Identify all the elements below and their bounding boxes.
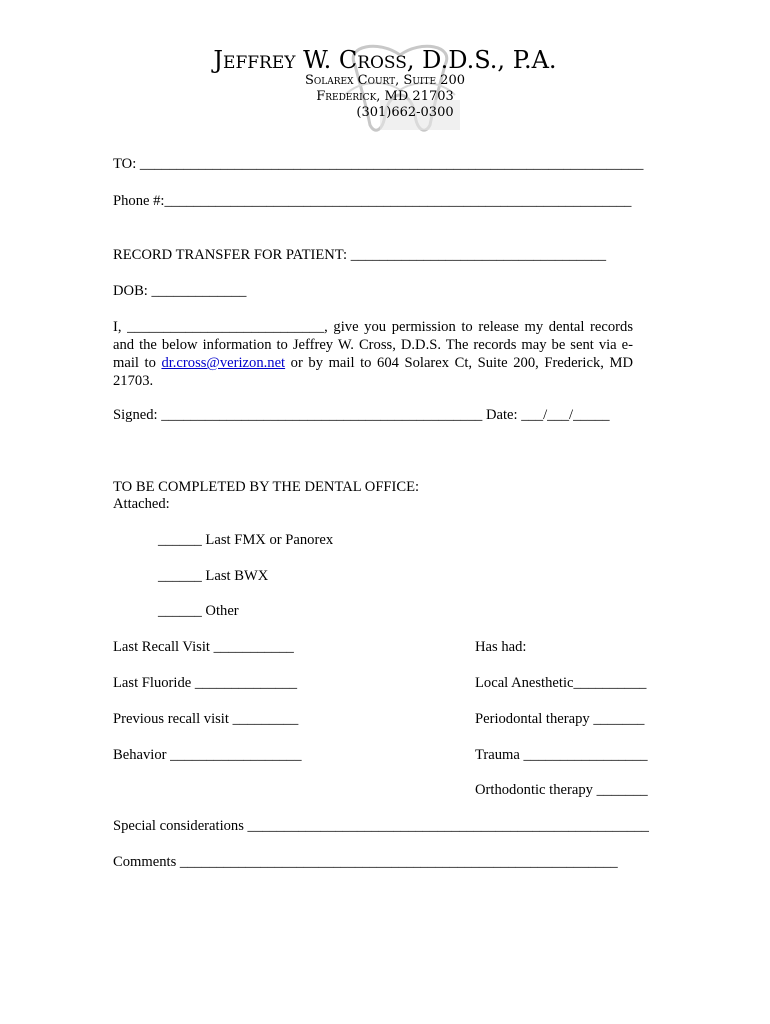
address-line-1: Solarex Court, Suite 200 [304, 73, 465, 88]
to-field[interactable]: TO: _____________________________________________________________________ [113, 156, 644, 172]
attached-label: Attached: [113, 496, 170, 512]
last-fluoride-field[interactable]: Last Fluoride ______________ [113, 675, 298, 691]
address-line-2: Frederick, MD 21703 [316, 89, 454, 104]
signed-date-field[interactable]: Signed: ____________________________________________ Date: ___/___/_____ [113, 407, 610, 423]
has-had-label: Has had: [475, 639, 527, 655]
trauma-field[interactable]: Trauma _________________ [475, 747, 648, 763]
local-anesthetic-field[interactable]: Local Anesthetic__________ [475, 675, 647, 691]
email-link[interactable]: dr.cross@verizon.net [161, 355, 286, 371]
phone-number: (301)662-0300 [356, 105, 454, 120]
comments-field[interactable]: Comments ____________________________________________________________ [113, 854, 618, 870]
periodontal-therapy-field[interactable]: Periodontal therapy _______ [475, 711, 645, 727]
orthodontic-therapy-field[interactable]: Orthodontic therapy _______ [475, 782, 648, 798]
checklist-item-fmx[interactable]: ______ Last FMX or Panorex [158, 532, 334, 548]
special-considerations-field[interactable]: Special considerations _______________________________________________________ [113, 818, 649, 834]
last-recall-field[interactable]: Last Recall Visit ___________ [113, 639, 294, 655]
behavior-field[interactable]: Behavior __________________ [113, 747, 302, 763]
office-heading: TO BE COMPLETED BY THE DENTAL OFFICE: [113, 479, 420, 495]
permission-text-2: or by mail to 604 Solarex Ct, Suite 200, Frederick, MD 21703. [113, 355, 633, 389]
permission-text-1: I, ___________________________, give you permission to release my dental records and the below information to Jeffrey W. Cross, D.D.S. The records may be sent via e-mail to [113, 319, 633, 371]
record-transfer-field[interactable]: RECORD TRANSFER FOR PATIENT: ___________________________________ [113, 247, 607, 263]
permission-paragraph [113, 318, 633, 390]
practice-name: Jeffrey W. Cross, D.D.S., P.A. [213, 46, 557, 74]
phone-field[interactable]: Phone #:________________________________________________________________ [113, 193, 632, 209]
previous-recall-field[interactable]: Previous recall visit _________ [113, 711, 299, 727]
checklist-item-other[interactable]: ______ Other [158, 603, 239, 619]
checklist-item-bwx[interactable]: ______ Last BWX [158, 568, 269, 584]
dob-field[interactable]: DOB: _____________ [113, 283, 247, 299]
